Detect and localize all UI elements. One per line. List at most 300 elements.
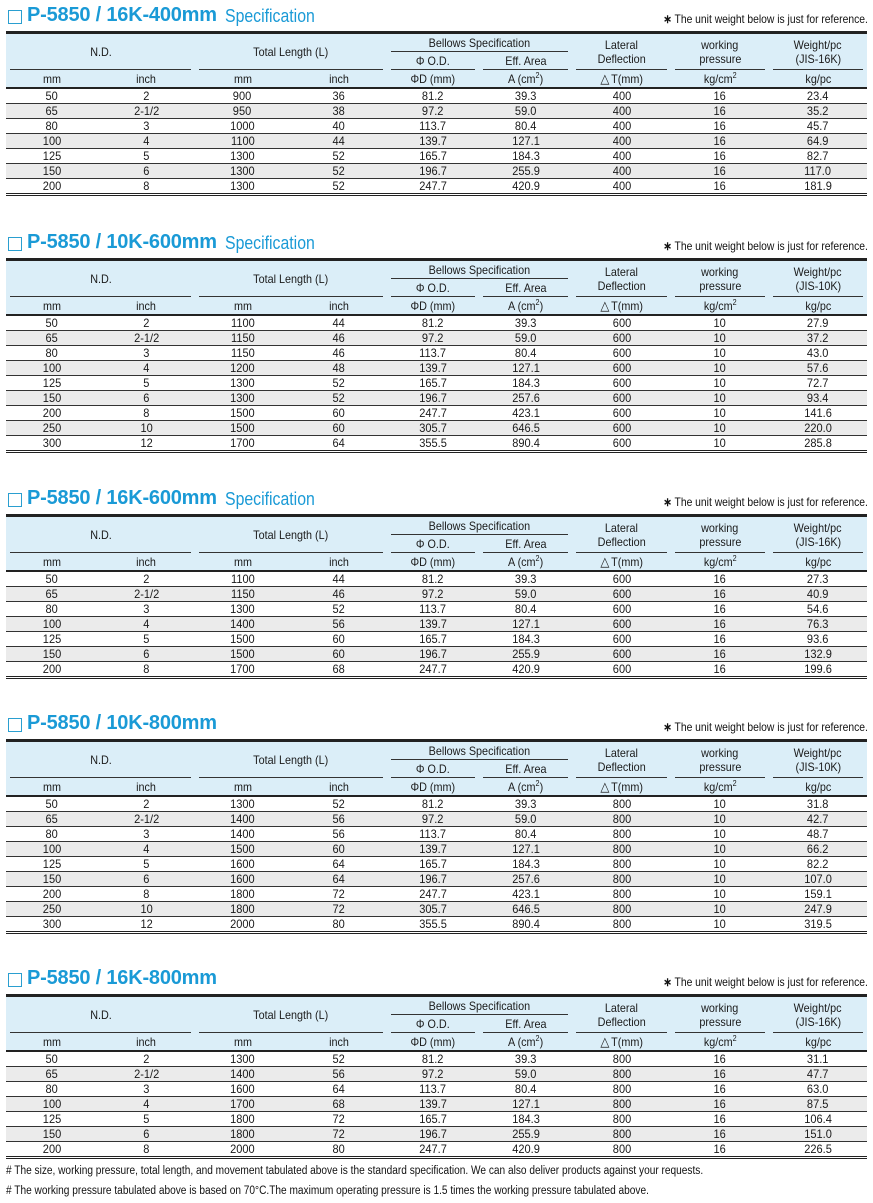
section-title [8,4,327,27]
unit-area: A $(cm^2)$ [479,778,572,796]
cell-nd-inch: 5 [98,149,195,164]
cell-lateral-deflection: 400 [572,179,671,195]
unit-len-inch: inch [290,297,387,315]
cell-nd-inch: 3 [98,1082,195,1097]
asterisk-icon: ∗ [663,975,673,989]
cell-weight: 23.4 [769,88,867,104]
cell-nd-inch: 4 [98,134,195,149]
cell-length-mm: 1500 [195,406,290,421]
cell-nd-mm: 65 [6,331,98,346]
cell-od-mm: 81.2 [387,88,479,104]
cell-weight: 87.5 [769,1097,867,1112]
cell-length-mm: 1800 [195,1112,290,1127]
table-header [6,741,867,797]
spec-label: Specification [224,489,315,509]
section-header [0,711,873,739]
cell-working-pressure: 16 [671,88,769,104]
header-lateral-deflection: Lateral Deflection [572,33,671,71]
unit-pressure: $kg/cm^2$ [671,553,769,571]
cell-length-inch: 52 [290,149,387,164]
header-bellows-spec: Bellows Specification [387,260,572,280]
cell-lateral-deflection: 600 [572,421,671,436]
cell-eff-area: 423.1 [479,887,572,902]
header-working-pressure: working pressure [671,33,769,71]
spec-table [6,994,867,1159]
cell-working-pressure: 16 [671,149,769,164]
cell-eff-area: 80.4 [479,119,572,134]
cell-lateral-deflection: 800 [572,872,671,887]
cell-length-inch: 80 [290,1142,387,1158]
table-header [6,33,867,89]
cell-eff-area: 39.3 [479,88,572,104]
cell-eff-area: 184.3 [479,149,572,164]
table-row [6,902,867,917]
unit-deflection: △ T(mm) [572,553,671,571]
cell-length-mm: 2000 [195,1142,290,1158]
unit-area: A $(cm^2)$ [479,70,572,88]
unit-len-mm: mm [195,297,290,315]
table-row [6,812,867,827]
triangle-icon: △ [600,553,610,569]
cell-length-mm: 1400 [195,617,290,632]
cell-od-mm: 113.7 [387,1082,479,1097]
cell-length-inch: 72 [290,1112,387,1127]
cell-weight: 37.2 [769,331,867,346]
unit-deflection: △ T(mm) [572,297,671,315]
cell-weight: 93.6 [769,632,867,647]
cell-od-mm: 165.7 [387,632,479,647]
table-body [6,88,867,195]
cell-length-mm: 1700 [195,436,290,452]
section-header [0,230,873,258]
cell-nd-inch: 2-1/2 [98,587,195,602]
table-row [6,88,867,104]
triangle-icon: △ [600,778,610,794]
cell-weight: 42.7 [769,812,867,827]
header-working-pressure: working pressure [671,996,769,1034]
checkbox-icon [8,718,22,732]
cell-length-mm: 900 [195,88,290,104]
cell-working-pressure: 10 [671,796,769,812]
cell-lateral-deflection: 600 [572,376,671,391]
cell-nd-inch: 12 [98,436,195,452]
cell-length-inch: 48 [290,361,387,376]
cell-lateral-deflection: 600 [572,571,671,587]
cell-weight: 285.8 [769,436,867,452]
cell-working-pressure: 10 [671,812,769,827]
cell-weight: 64.9 [769,134,867,149]
table-row [6,587,867,602]
cell-nd-mm: 100 [6,617,98,632]
cell-working-pressure: 16 [671,587,769,602]
cell-nd-mm: 200 [6,662,98,678]
cell-nd-inch: 5 [98,376,195,391]
unit-deflection: △ T(mm) [572,1033,671,1051]
cell-nd-inch: 6 [98,872,195,887]
table-body [6,1051,867,1158]
table-row [6,662,867,678]
table-row [6,421,867,436]
cell-nd-inch: 3 [98,119,195,134]
table-row [6,315,867,331]
cell-weight: 31.8 [769,796,867,812]
cell-eff-area: 39.3 [479,1051,572,1067]
cell-od-mm: 305.7 [387,421,479,436]
unit-weight: kg/pc [769,70,867,88]
cell-nd-inch: 2 [98,315,195,331]
asterisk-icon: ∗ [663,239,673,253]
unit-len-inch: inch [290,553,387,571]
cell-lateral-deflection: 400 [572,119,671,134]
cell-length-mm: 1600 [195,857,290,872]
cell-weight: 226.5 [769,1142,867,1158]
cell-length-inch: 52 [290,391,387,406]
cell-length-inch: 64 [290,1082,387,1097]
cell-length-inch: 68 [290,662,387,678]
reference-note [663,12,868,26]
cell-working-pressure: 16 [671,1142,769,1158]
cell-length-inch: 36 [290,88,387,104]
cell-eff-area: 59.0 [479,331,572,346]
cell-nd-inch: 5 [98,857,195,872]
cell-length-mm: 1300 [195,1051,290,1067]
cell-eff-area: 257.6 [479,391,572,406]
unit-pressure: $kg/cm^2$ [671,297,769,315]
spec-section-4 [0,711,873,934]
cell-weight: 57.6 [769,361,867,376]
cell-nd-inch: 10 [98,421,195,436]
cell-length-inch: 60 [290,421,387,436]
cell-length-inch: 64 [290,872,387,887]
cell-nd-mm: 100 [6,842,98,857]
section-title [8,487,327,510]
cell-eff-area: 184.3 [479,376,572,391]
cell-working-pressure: 16 [671,164,769,179]
cell-od-mm: 196.7 [387,164,479,179]
table-row [6,857,867,872]
cell-working-pressure: 16 [671,1097,769,1112]
cell-nd-inch: 10 [98,902,195,917]
cell-length-mm: 1500 [195,647,290,662]
unit-len-mm: mm [195,553,290,571]
cell-nd-mm: 65 [6,1067,98,1082]
cell-nd-mm: 50 [6,315,98,331]
cell-lateral-deflection: 800 [572,1112,671,1127]
table-row [6,602,867,617]
table-row [6,331,867,346]
cell-od-mm: 247.7 [387,179,479,195]
cell-length-inch: 52 [290,796,387,812]
cell-eff-area: 184.3 [479,857,572,872]
cell-length-inch: 60 [290,632,387,647]
table-row [6,164,867,179]
header-eff-area: Eff. Area [479,1015,572,1033]
unit-deflection: △ T(mm) [572,778,671,796]
cell-length-inch: 60 [290,647,387,662]
cell-length-inch: 64 [290,857,387,872]
cell-working-pressure: 10 [671,902,769,917]
unit-nd-mm: mm [6,553,98,571]
cell-length-mm: 1300 [195,602,290,617]
cell-nd-mm: 150 [6,164,98,179]
table-row [6,406,867,421]
note-text: The unit weight below is just for reference. [674,12,868,26]
cell-nd-inch: 3 [98,827,195,842]
cell-nd-inch: 2-1/2 [98,104,195,119]
cell-length-inch: 56 [290,617,387,632]
model-name: P-5850 / 16K-600mm [27,487,217,509]
cell-weight: 319.5 [769,917,867,933]
cell-nd-inch: 8 [98,406,195,421]
cell-eff-area: 255.9 [479,647,572,662]
cell-eff-area: 39.3 [479,796,572,812]
header-nd: N.D. [6,260,195,298]
cell-eff-area: 646.5 [479,902,572,917]
cell-length-inch: 52 [290,164,387,179]
cell-lateral-deflection: 800 [572,1082,671,1097]
spec-table [6,31,867,196]
cell-nd-mm: 150 [6,872,98,887]
header-od: Φ O.D. [387,52,479,70]
cell-nd-inch: 2-1/2 [98,812,195,827]
cell-weight: 107.0 [769,872,867,887]
cell-length-inch: 72 [290,887,387,902]
model-name: P-5850 / 10K-800mm [27,712,217,734]
cell-nd-mm: 65 [6,812,98,827]
cell-nd-mm: 65 [6,104,98,119]
cell-lateral-deflection: 600 [572,436,671,452]
reference-note [663,239,868,253]
spec-section-5 [0,966,873,1159]
cell-nd-mm: 300 [6,917,98,933]
cell-od-mm: 97.2 [387,1067,479,1082]
cell-nd-inch: 8 [98,1142,195,1158]
cell-lateral-deflection: 800 [572,812,671,827]
cell-eff-area: 420.9 [479,179,572,195]
unit-pressure: $kg/cm^2$ [671,1033,769,1051]
cell-length-inch: 46 [290,331,387,346]
header-total-length: Total Length (L) [195,516,387,554]
cell-eff-area: 59.0 [479,812,572,827]
unit-nd-inch: inch [98,297,195,315]
cell-nd-inch: 4 [98,361,195,376]
cell-eff-area: 80.4 [479,1082,572,1097]
spec-table [6,514,867,679]
unit-len-mm: mm [195,70,290,88]
table-row [6,632,867,647]
reference-note [663,720,868,734]
header-nd: N.D. [6,996,195,1034]
cell-lateral-deflection: 800 [572,1142,671,1158]
cell-length-mm: 1150 [195,331,290,346]
cell-nd-mm: 300 [6,436,98,452]
cell-weight: 35.2 [769,104,867,119]
header-od: Φ O.D. [387,760,479,778]
cell-length-inch: 72 [290,1127,387,1142]
table-row [6,119,867,134]
cell-working-pressure: 16 [671,1082,769,1097]
cell-weight: 82.2 [769,857,867,872]
cell-weight: 43.0 [769,346,867,361]
cell-length-inch: 80 [290,917,387,933]
table-row [6,571,867,587]
cell-eff-area: 184.3 [479,632,572,647]
table-row [6,149,867,164]
model-name: P-5850 / 16K-400mm [27,4,217,26]
section-header [0,966,873,994]
cell-weight: 247.9 [769,902,867,917]
cell-length-mm: 1600 [195,872,290,887]
cell-length-inch: 52 [290,602,387,617]
cell-lateral-deflection: 600 [572,406,671,421]
cell-length-mm: 1300 [195,179,290,195]
cell-nd-mm: 100 [6,361,98,376]
section-title [8,712,225,735]
unit-nd-inch: inch [98,70,195,88]
table-row [6,796,867,812]
table-row [6,1112,867,1127]
table-row [6,1051,867,1067]
cell-nd-inch: 4 [98,1097,195,1112]
cell-nd-inch: 8 [98,662,195,678]
cell-eff-area: 127.1 [479,361,572,376]
header-eff-area: Eff. Area [479,279,572,297]
cell-nd-inch: 5 [98,1112,195,1127]
cell-weight: 82.7 [769,149,867,164]
cell-nd-mm: 125 [6,1112,98,1127]
cell-lateral-deflection: 600 [572,391,671,406]
cell-nd-inch: 2-1/2 [98,331,195,346]
cell-od-mm: 247.7 [387,1142,479,1158]
cell-length-mm: 1800 [195,902,290,917]
section-header [0,3,873,31]
cell-weight: 45.7 [769,119,867,134]
spec-table [6,739,867,934]
unit-area: A $(cm^2)$ [479,1033,572,1051]
cell-nd-inch: 5 [98,632,195,647]
cell-length-inch: 46 [290,587,387,602]
header-weight: Weight/pc (JIS-10K) [769,741,867,779]
cell-length-mm: 1800 [195,887,290,902]
cell-eff-area: 59.0 [479,587,572,602]
cell-nd-mm: 250 [6,902,98,917]
cell-working-pressure: 10 [671,406,769,421]
cell-length-mm: 1300 [195,796,290,812]
header-od: Φ O.D. [387,535,479,553]
table-row [6,887,867,902]
unit-nd-mm: mm [6,778,98,796]
cell-working-pressure: 10 [671,827,769,842]
header-total-length: Total Length (L) [195,260,387,298]
cell-eff-area: 420.9 [479,1142,572,1158]
table-row [6,1082,867,1097]
cell-eff-area: 890.4 [479,436,572,452]
cell-eff-area: 257.6 [479,872,572,887]
cell-length-inch: 44 [290,315,387,331]
table-row [6,179,867,195]
cell-length-inch: 38 [290,104,387,119]
cell-weight: 63.0 [769,1082,867,1097]
cell-lateral-deflection: 600 [572,361,671,376]
cell-weight: 117.0 [769,164,867,179]
cell-lateral-deflection: 800 [572,796,671,812]
cell-length-mm: 1500 [195,421,290,436]
cell-od-mm: 355.5 [387,436,479,452]
cell-lateral-deflection: 600 [572,346,671,361]
cell-weight: 31.1 [769,1051,867,1067]
header-total-length: Total Length (L) [195,741,387,779]
cell-lateral-deflection: 800 [572,902,671,917]
cell-nd-inch: 2 [98,571,195,587]
cell-nd-mm: 200 [6,1142,98,1158]
cell-length-mm: 2000 [195,917,290,933]
cell-weight: 141.6 [769,406,867,421]
table-body [6,796,867,933]
cell-nd-mm: 50 [6,1051,98,1067]
cell-weight: 199.6 [769,662,867,678]
unit-len-inch: inch [290,1033,387,1051]
header-nd: N.D. [6,741,195,779]
cell-eff-area: 127.1 [479,1097,572,1112]
header-weight: Weight/pc (JIS-16K) [769,516,867,554]
cell-working-pressure: 10 [671,842,769,857]
unit-nd-inch: inch [98,553,195,571]
model-name: P-5850 / 16K-800mm [27,967,217,989]
cell-length-inch: 46 [290,346,387,361]
cell-nd-mm: 80 [6,119,98,134]
cell-nd-mm: 125 [6,632,98,647]
cell-nd-inch: 6 [98,164,195,179]
cell-working-pressure: 16 [671,1127,769,1142]
header-weight: Weight/pc (JIS-16K) [769,996,867,1034]
cell-length-inch: 52 [290,376,387,391]
unit-len-mm: mm [195,778,290,796]
cell-lateral-deflection: 400 [572,134,671,149]
cell-od-mm: 81.2 [387,571,479,587]
unit-od: ΦD (mm) [387,70,479,88]
header-eff-area: Eff. Area [479,760,572,778]
cell-working-pressure: 16 [671,104,769,119]
unit-nd-inch: inch [98,1033,195,1051]
unit-deflection: △ T(mm) [572,70,671,88]
cell-od-mm: 97.2 [387,104,479,119]
cell-working-pressure: 10 [671,917,769,933]
cell-working-pressure: 16 [671,1051,769,1067]
cell-weight: 48.7 [769,827,867,842]
cell-lateral-deflection: 800 [572,917,671,933]
cell-length-mm: 1000 [195,119,290,134]
cell-od-mm: 196.7 [387,872,479,887]
checkbox-icon [8,493,22,507]
unit-od: ΦD (mm) [387,297,479,315]
checkbox-icon [8,10,22,24]
cell-od-mm: 165.7 [387,857,479,872]
cell-working-pressure: 16 [671,647,769,662]
cell-nd-inch: 4 [98,617,195,632]
cell-lateral-deflection: 400 [572,164,671,179]
unit-weight: kg/pc [769,778,867,796]
cell-nd-mm: 80 [6,827,98,842]
cell-working-pressure: 10 [671,421,769,436]
cell-weight: 106.4 [769,1112,867,1127]
cell-length-inch: 72 [290,902,387,917]
section-title [8,967,225,990]
cell-od-mm: 113.7 [387,827,479,842]
cell-working-pressure: 10 [671,436,769,452]
cell-length-inch: 40 [290,119,387,134]
spec-section-3 [0,486,873,679]
model-name: P-5850 / 10K-600mm [27,231,217,253]
